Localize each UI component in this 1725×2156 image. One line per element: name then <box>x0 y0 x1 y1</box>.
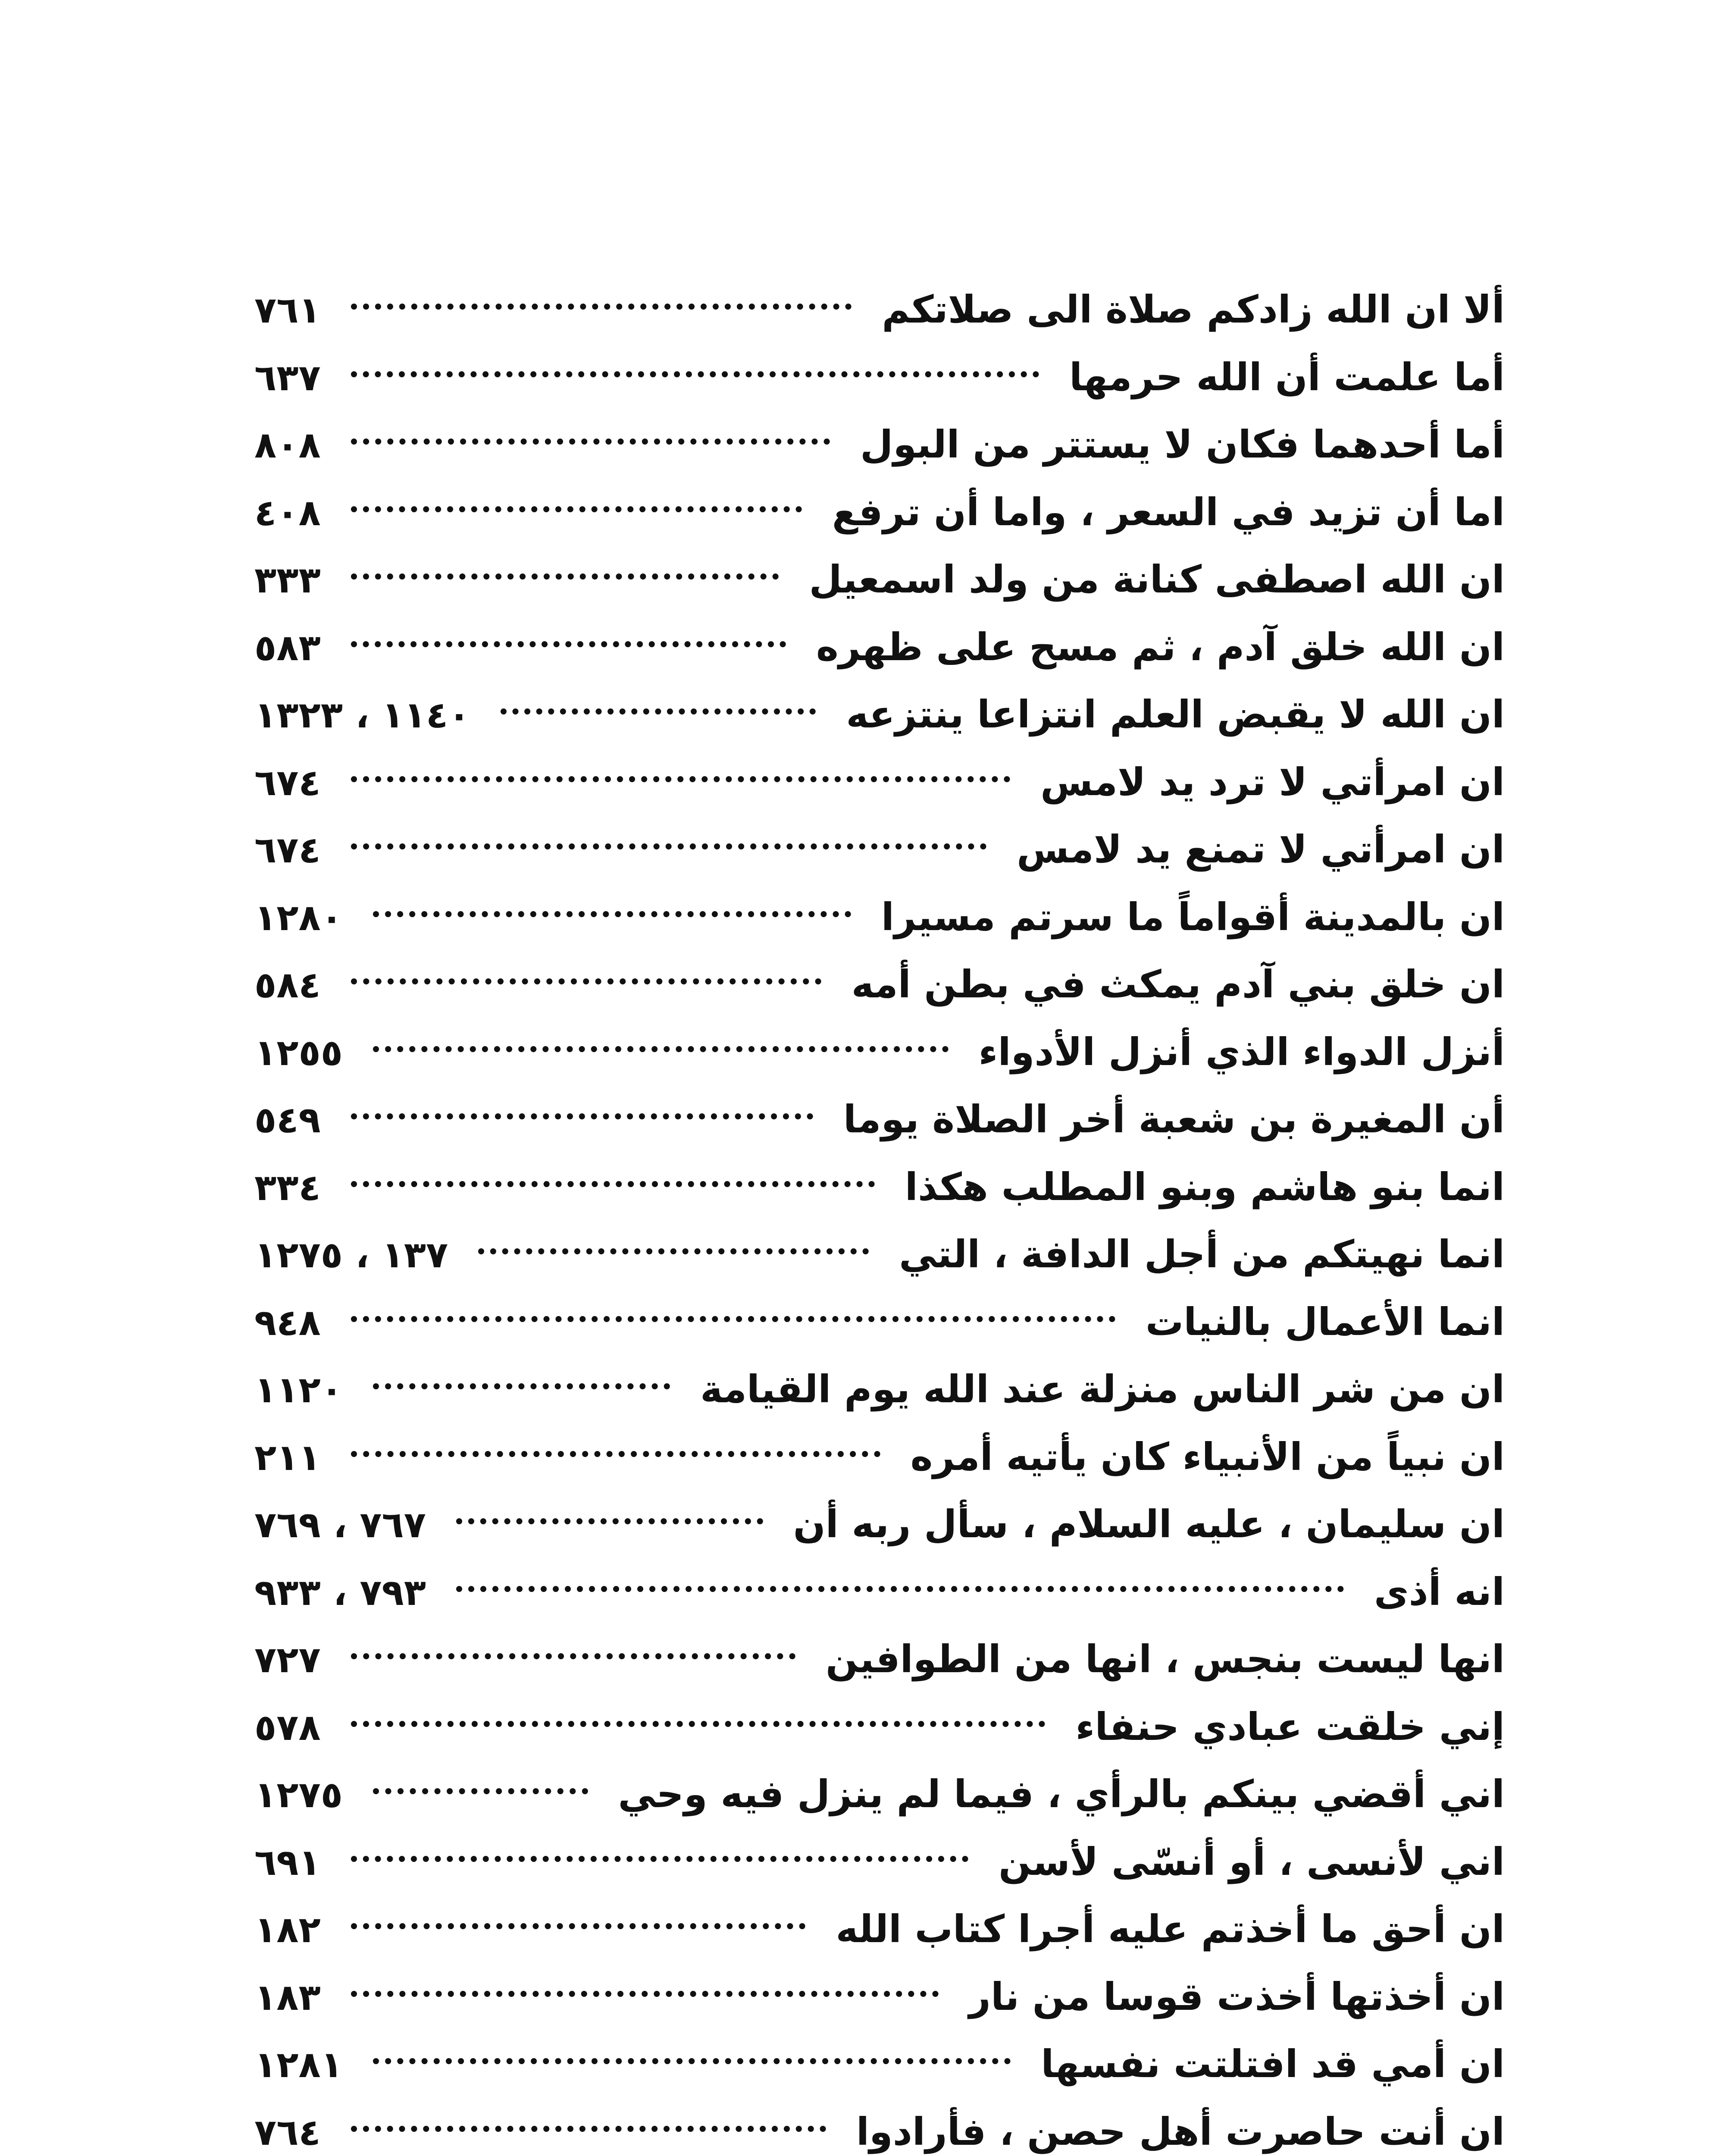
entry-pages: ٣٣٤ <box>254 1166 321 1209</box>
entry-pages: ١٨٢ <box>254 1908 321 1951</box>
entry-text: ان امرأتي لا ترد يد لامس <box>1040 759 1505 804</box>
leader-dots <box>351 843 986 849</box>
entry-pages: ٥٨٤ <box>254 964 321 1006</box>
leader-dots <box>351 978 821 984</box>
entry-pages: ٥٤٩ <box>254 1099 321 1141</box>
index-entry <box>254 479 1505 546</box>
index-entry <box>254 344 1505 411</box>
entry-text: ان خلق بني آدم يمكث في بطن أمه <box>851 962 1505 1006</box>
entry-text: ان من شر الناس منزلة عند الله يوم القيامة <box>700 1367 1505 1411</box>
entry-pages: ٦٩١ <box>254 1841 321 1883</box>
index-entry <box>254 1086 1505 1153</box>
index-entry <box>254 2098 1505 2156</box>
leader-dots <box>351 573 779 580</box>
leader-dots <box>478 1248 869 1254</box>
leader-dots <box>373 1383 670 1389</box>
index-entry <box>254 1828 1505 1896</box>
leader-dots <box>351 1181 875 1187</box>
leader-dots <box>351 1991 939 1997</box>
entry-pages: ٧٢٧ <box>254 1639 321 1681</box>
index-entry <box>254 276 1505 344</box>
entry-pages: ٣٣٣ <box>254 559 321 601</box>
index-entry <box>254 951 1505 1018</box>
index-entry <box>254 816 1505 884</box>
index-entry <box>254 1288 1505 1356</box>
entry-pages: ١٨٣ <box>254 1976 321 2018</box>
index-entry <box>254 546 1505 614</box>
leader-dots <box>456 1518 763 1524</box>
entry-text: ان الله خلق آدم ، ثم مسح على ظهره <box>816 624 1505 669</box>
entry-pages: ١٢٨٠ <box>254 896 343 939</box>
index-entry <box>254 1626 1505 1693</box>
entry-pages: ٤٠٨ <box>254 491 321 534</box>
leader-dots <box>351 506 802 512</box>
hadith-index-list <box>254 276 1505 2156</box>
leader-dots <box>351 1653 795 1659</box>
leader-dots <box>351 1721 1046 1727</box>
leader-dots <box>373 1788 588 1794</box>
entry-pages: ٥٨٣ <box>254 626 321 669</box>
entry-text: أن المغيرة بن شعبة أخر الصلاة يوما <box>843 1097 1505 1141</box>
entry-text: ان أمي قد افتلتت نفسها <box>1041 2042 1505 2086</box>
entry-text: ان سليمان ، عليه السلام ، سأل ربه أن <box>793 1502 1505 1546</box>
entry-pages: ٦٣٧ <box>254 356 321 399</box>
entry-pages: ٧٦١ <box>254 289 321 331</box>
index-entry <box>254 884 1505 951</box>
leader-dots <box>373 911 851 917</box>
index-entry <box>254 411 1505 479</box>
entry-text: ان أخذتها أخذت قوسا من نار <box>969 1974 1505 2019</box>
entry-text: انما بنو هاشم وبنو المطلب هكذا <box>905 1164 1505 1209</box>
index-entry <box>254 2031 1505 2098</box>
entry-text: انها ليست بنجس ، انها من الطوافين <box>825 1637 1505 1681</box>
leader-dots <box>351 1316 1115 1322</box>
index-entry <box>254 1896 1505 1963</box>
entry-text: أنزل الدواء الذي أنزل الأدواء <box>978 1029 1505 1074</box>
leader-dots <box>373 2058 1011 2064</box>
index-entry <box>254 1558 1505 1626</box>
entry-text: اني لأنسى ، أو أنسّى لأسن <box>999 1839 1505 1884</box>
index-entry <box>254 1018 1505 1086</box>
entry-pages: ٨٠٨ <box>254 424 321 466</box>
leader-dots <box>501 708 816 714</box>
leader-dots <box>351 776 1010 782</box>
entry-pages: ٦٧٤ <box>254 829 321 871</box>
leader-dots <box>351 371 1039 377</box>
leader-dots <box>456 1586 1344 1592</box>
entry-pages: ١٢٧٥ <box>254 1774 343 1816</box>
entry-text: انما نهيتكم من أجل الدافة ، التي <box>899 1232 1505 1276</box>
entry-pages: ٥٧٨ <box>254 1706 321 1749</box>
leader-dots <box>351 304 852 310</box>
index-entry <box>254 1963 1505 2031</box>
entry-text: اما أن تزيد في السعر ، واما أن ترفع <box>832 489 1505 534</box>
leader-dots <box>351 1923 806 1929</box>
entry-text: انه أذى <box>1374 1569 1505 1614</box>
entry-text: ان الله لا يقبض العلم انتزاعا ينتزعه <box>846 692 1505 736</box>
index-entry <box>254 749 1505 816</box>
index-entry <box>254 1491 1505 1558</box>
index-entry <box>254 1423 1505 1491</box>
entry-pages: ١٢٥٥ <box>254 1031 343 1074</box>
leader-dots <box>373 1046 948 1052</box>
entry-text: ان الله اصطفى كنانة من ولد اسمعيل <box>809 557 1505 602</box>
index-entry <box>254 1693 1505 1761</box>
index-entry <box>254 1153 1505 1221</box>
entry-pages: ٩٤٨ <box>254 1301 321 1344</box>
entry-pages: ٦٧٤ <box>254 761 321 804</box>
leader-dots <box>351 1113 813 1119</box>
index-entry <box>254 1761 1505 1828</box>
entry-pages: ٧٩٣ ، ٩٣٣ <box>254 1571 426 1614</box>
entry-text: أما علمت أن الله حرمها <box>1069 354 1505 399</box>
entry-pages: ٧٦٤ <box>254 2111 321 2153</box>
index-entry <box>254 614 1505 681</box>
entry-text: ان نبياً من الأنبياء كان يأتيه أمره <box>910 1434 1505 1479</box>
entry-text: إني خلقت عبادي حنفاء <box>1075 1704 1505 1749</box>
entry-text: ان بالمدينة أقواماً ما سرتم مسيرا <box>881 894 1505 939</box>
entry-text: اني أقضي بينكم بالرأي ، فيما لم ينزل فيه وحي <box>618 1772 1505 1816</box>
index-entry <box>254 1221 1505 1288</box>
leader-dots <box>351 1451 880 1457</box>
entry-pages: ١١٤٠ ، ١٣٢٣ <box>254 694 470 736</box>
entry-pages: ١٢٨١ <box>254 2043 343 2086</box>
entry-text: انما الأعمال بالنيات <box>1145 1299 1505 1344</box>
entry-text: ان أحق ما أخذتم عليه أجرا كتاب الله <box>836 1907 1505 1951</box>
entry-text: أما أحدهما فكان لا يستتر من البول <box>860 422 1505 467</box>
entry-text: ألا ان الله زادكم صلاة الى صلاتكم <box>882 287 1505 332</box>
leader-dots <box>351 439 830 445</box>
leader-dots <box>351 1856 968 1862</box>
entry-text: ان أنت حاصرت أهل حصن ، فأرادوا <box>856 2109 1505 2154</box>
index-entry <box>254 681 1505 749</box>
entry-text: ان امرأتي لا تمنع يد لامس <box>1017 827 1505 871</box>
entry-pages: ١١٢٠ <box>254 1369 343 1411</box>
index-entry <box>254 1356 1505 1423</box>
leader-dots <box>351 641 786 647</box>
leader-dots <box>351 2126 826 2132</box>
entry-pages: ٢١١ <box>254 1436 321 1479</box>
entry-pages: ١٣٧ ، ١٢٧٥ <box>254 1234 448 1276</box>
entry-pages: ٧٦٧ ، ٧٦٩ <box>254 1504 426 1546</box>
